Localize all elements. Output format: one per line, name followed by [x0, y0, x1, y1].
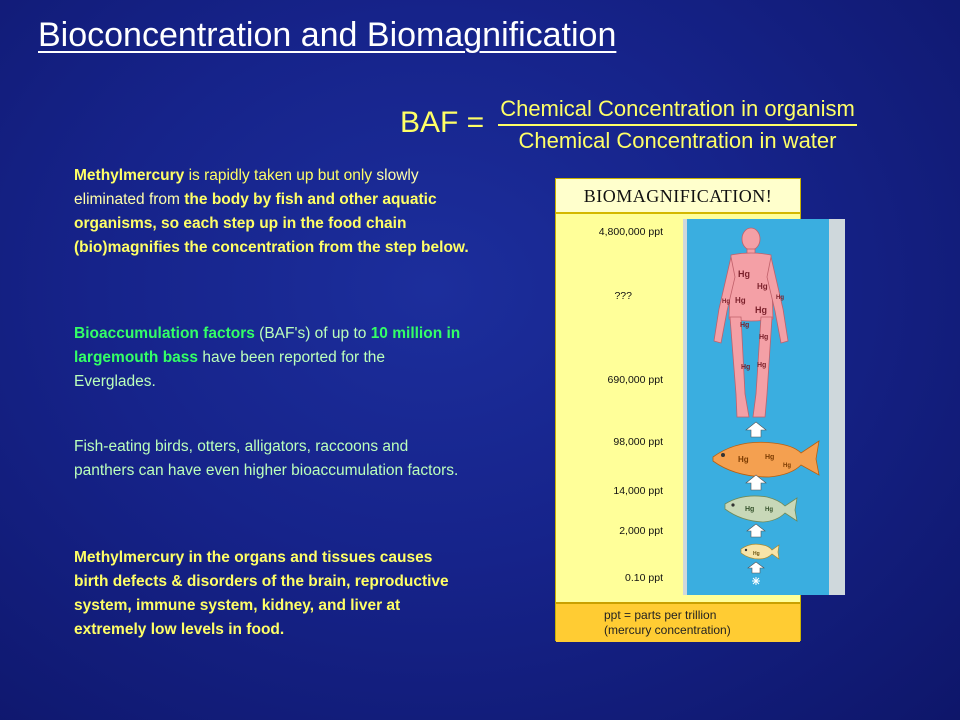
level-label-human: 4,800,000 ppt: [598, 226, 663, 238]
para2-text-a: (BAF's) of up to: [254, 325, 371, 342]
hg-label: Hg: [755, 305, 767, 315]
paragraph-health-effects: [74, 546, 470, 642]
paragraph-fish-eating-animals: [74, 435, 470, 483]
hg-label: Hg: [757, 282, 768, 291]
level-label-small-fish: 14,000 ppt: [613, 485, 663, 497]
hg-label: Hg: [741, 364, 751, 371]
para2-bold-term: Bioaccumulation factors: [74, 325, 255, 342]
hg-label: Hg: [783, 463, 791, 469]
hg-label: Hg: [738, 455, 749, 464]
figure-footer: [556, 602, 800, 642]
para2-bold-value: 10 million in largemouth bass: [74, 325, 461, 366]
level-label-large-fish: 690,000 ppt: [607, 374, 663, 386]
para1-text-c: the body by fish and other aquatic organisms, so each step up in the food chain (bio)magnifies the concentration from the step below.: [74, 191, 469, 256]
para2-text-b: have been reported for the Everglades.: [74, 349, 386, 390]
hg-label: Hg: [759, 334, 769, 341]
para1-text-a: is rapidly taken up but only: [184, 167, 377, 184]
level-label-tiny-fish: 2,000 ppt: [619, 525, 663, 537]
hg-label: Hg: [765, 454, 775, 461]
footer-line-2: (mercury concentration): [604, 623, 731, 637]
formula-fraction: [498, 96, 857, 154]
hg-label: Hg: [740, 322, 750, 329]
biomagnification-figure: [555, 178, 801, 641]
formula-denominator: Chemical Concentration in water: [518, 128, 837, 153]
paragraph-bioaccumulation-factors: [74, 322, 470, 394]
formula-numerator: Chemical Concentration in organism: [500, 96, 855, 121]
hg-label: Hg: [722, 299, 730, 305]
plankton: [752, 577, 760, 585]
para3-text: Fish-eating birds, otters, alligators, raccoons and panthers can have even higher bioaccumulation factors.: [74, 438, 459, 479]
baf-formula: [400, 90, 857, 160]
hg-label: Hg: [745, 506, 755, 513]
slide-title: Bioconcentration and Biomagnification: [38, 16, 617, 54]
para1-text-b: slowly eliminated from: [74, 167, 419, 208]
hg-label: Hg: [753, 551, 760, 557]
formula-lhs: BAF =: [400, 106, 485, 139]
food-chain-illustration: [683, 219, 845, 595]
hg-label: Hg: [765, 507, 773, 513]
level-label-plankton: 0.10 ppt: [625, 572, 663, 584]
level-label-medium-fish: 98,000 ppt: [613, 436, 663, 448]
paragraph-methylmercury-uptake: [74, 164, 470, 260]
level-label-unknown: ???: [614, 290, 632, 302]
hg-label: Hg: [735, 296, 746, 305]
footer-line-1: ppt = parts per trillion: [604, 608, 717, 622]
figure-title: BIOMAGNIFICATION!: [556, 179, 800, 214]
hg-label: Hg: [757, 362, 767, 369]
para1-bold-term: Methylmercury: [74, 167, 185, 184]
hg-label: Hg: [776, 295, 784, 301]
para4-text: Methylmercury in the organs and tissues causes birth defects & disorders of the brain, reproductive system, immune system, kidney, and liver at extremely low levels in food.: [74, 549, 449, 638]
hg-label: Hg: [738, 269, 750, 279]
